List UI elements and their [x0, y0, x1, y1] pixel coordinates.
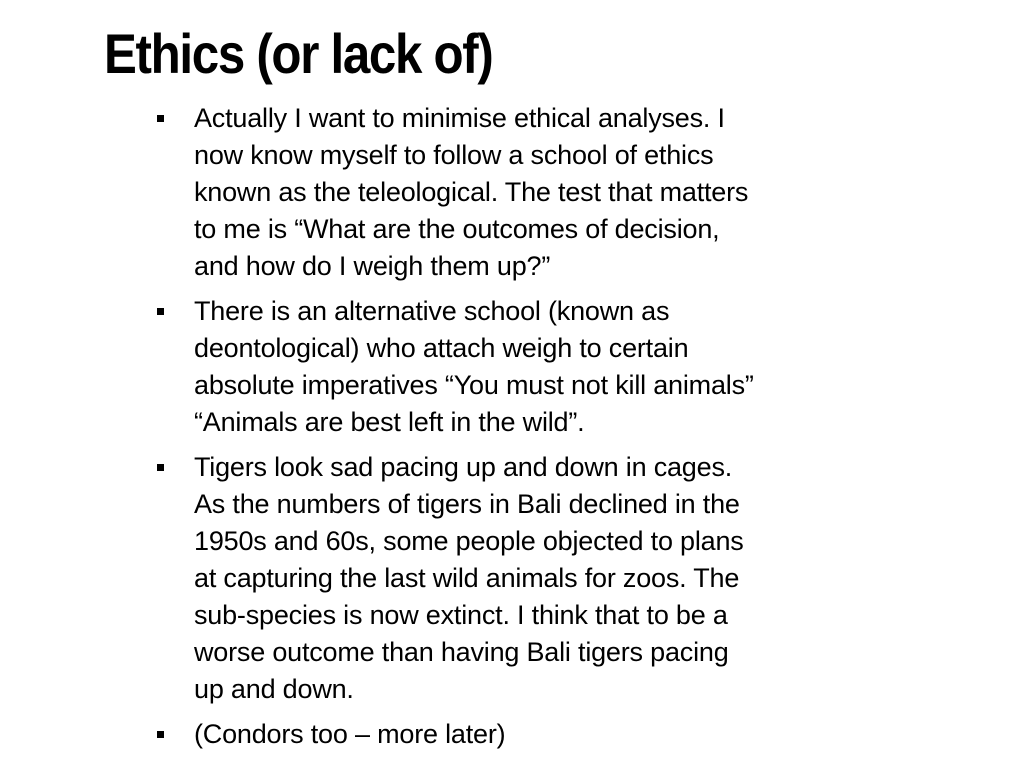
bullet-item-2: [155, 293, 945, 441]
bullet-text-3: Tigers look sad pacing up and down in cages. As the numbers of tigers in Bali declined in the 1950s and 60s, some people objected to plans at capturing the last wild animals for zoos. The sub-species is now extinct. I think that to be a worse outcome than having Bali tigers pacing up and down.: [194, 452, 744, 704]
bullet-item-4: [155, 716, 945, 753]
square-bullet-icon: [157, 731, 164, 738]
bullet-text-2: There is an alternative school (known as deontological) who attach weigh to certain absolute imperatives “You must not kill animals” “Animals are best left in the wild”.: [194, 296, 754, 437]
slide-title: Ethics (or lack of): [104, 22, 493, 85]
bullet-item-1: [155, 100, 945, 285]
square-bullet-icon: [157, 464, 164, 471]
bullet-text-1: Actually I want to minimise ethical analyses. I now know myself to follow a school of ethics known as the teleological. The test that matters to me is “What are the outcomes of decision, and how do I weigh them up?”: [194, 103, 749, 281]
bullet-text-4: (Condors too – more later): [194, 719, 506, 749]
bullet-item-3: [155, 449, 945, 708]
bullet-list: [155, 100, 945, 761]
square-bullet-icon: [157, 115, 164, 122]
square-bullet-icon: [157, 308, 164, 315]
